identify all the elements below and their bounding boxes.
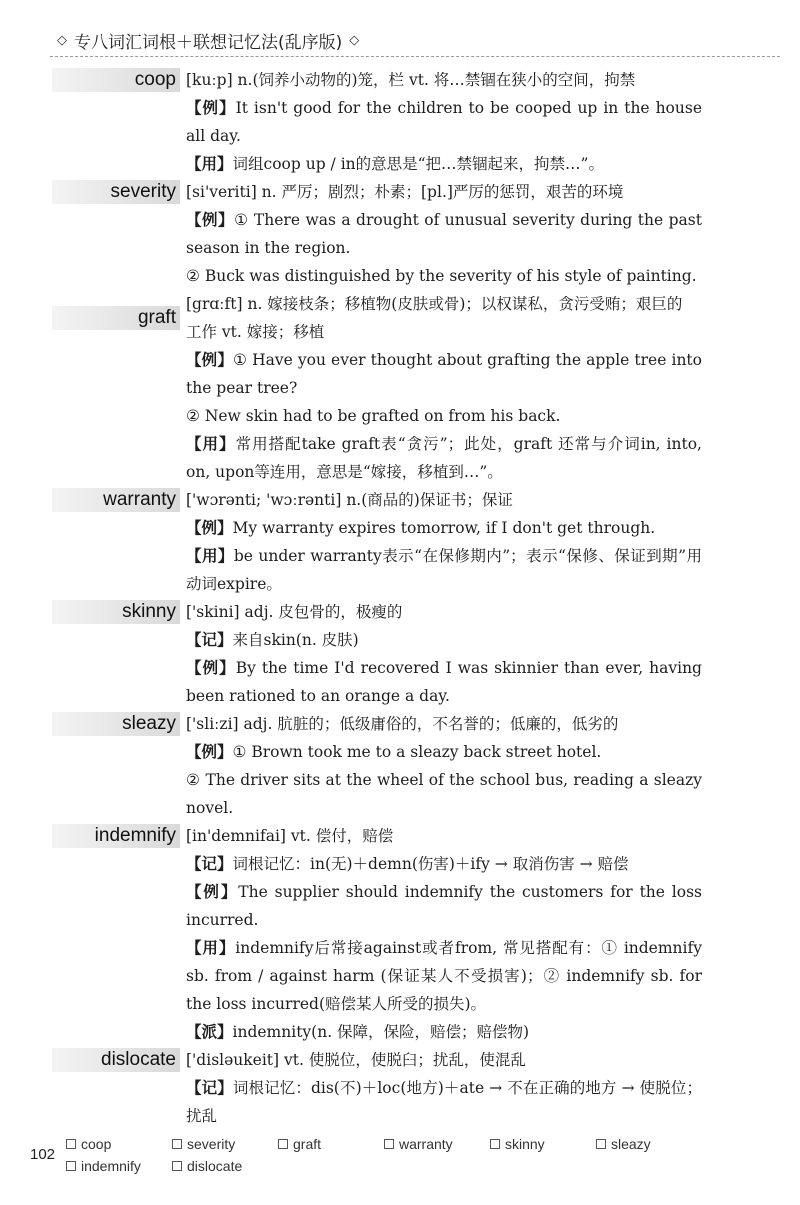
checkbox-icon [384, 1139, 394, 1149]
entry-graft [52, 290, 702, 486]
headword: warranty [52, 488, 180, 512]
entry-line: 【例】① Brown took me to a sleazy back street hotel. [186, 742, 602, 761]
checkbox-icon [490, 1139, 500, 1149]
entry-warranty [52, 486, 702, 598]
entry-line: 【记】词根记忆：dis(不)＋loc(地方)＋ate → 不在正确的地方 → 使脱位；扰乱 [186, 1078, 702, 1125]
entry-list [52, 66, 702, 1130]
entry-skinny [52, 598, 702, 710]
page-title: 专八词汇词根＋联想记忆法(乱序版) [74, 33, 343, 53]
definition: [kuːp] n.(饲养小动物的)笼，栏 vt. 将…禁锢在狭小的空间，拘禁 [186, 71, 636, 89]
entry-line: 【用】indemnify后常接against或者from, 常见搭配有：① indemnify sb. from / against harm (保证某人不受损害)；② indemnify sb. for the loss incurred(赔偿某人所受的损失)。 [186, 938, 702, 1013]
word-index [66, 1136, 766, 1174]
page-number: 102 [30, 1146, 56, 1163]
entry-line: 【例】By the time I'd recovered I was skinnier than ever, having been rationed to an orange a day. [186, 658, 702, 705]
diamond-ornament-icon: ◇ [57, 33, 67, 48]
headword: skinny [52, 600, 180, 624]
entry-line: ② Buck was distinguished by the severity of his style of painting. [186, 267, 697, 285]
headword: sleazy [52, 712, 180, 736]
checkbox-icon [596, 1139, 606, 1149]
definition: [grɑːft] n. 嫁接枝条；移植物(皮肤或骨)；以权谋私，贪污受贿；艰巨的工作 vt. 嫁接；移植 [186, 295, 683, 341]
entry-indemnify [52, 822, 702, 1046]
entry-line: 【例】The supplier should indemnify the customers for the loss incurred. [186, 882, 702, 929]
entry-line: 【例】① There was a drought of unusual severity during the past season in the region. [186, 210, 702, 257]
checkbox-icon [278, 1139, 288, 1149]
headword: graft [52, 306, 180, 330]
entry-line: 【用】常用搭配take graft表“贪污”；此处，graft 还常与介词in, into, on, upon等连用，意思是“嫁接，移植到…”。 [186, 434, 702, 481]
entry-line: ② The driver sits at the wheel of the school bus, reading a sleazy novel. [186, 771, 702, 817]
index-item-graft[interactable]: graft [278, 1136, 384, 1152]
entry-line: 【记】来自skin(n. 皮肤) [186, 630, 359, 649]
entry-severity [52, 178, 702, 290]
entry-line: 【用】词组coop up / in的意思是“把…禁锢起来，拘禁…”。 [186, 154, 604, 173]
checkbox-icon [66, 1161, 76, 1171]
checkbox-icon [172, 1161, 182, 1171]
headword: coop [52, 68, 180, 92]
index-item-indemnify[interactable]: indemnify [66, 1158, 172, 1174]
index-item-sleazy[interactable]: sleazy [596, 1136, 702, 1152]
page-header [50, 28, 780, 56]
entry-line: ② New skin had to be grafted on from his back. [186, 407, 561, 425]
index-item-severity[interactable]: severity [172, 1136, 278, 1152]
entry-line: 【例】① Have you ever thought about grafting the apple tree into the pear tree? [186, 350, 702, 397]
definition: ['sliːzi] adj. 肮脏的；低级庸俗的，不名誉的；低廉的，低劣的 [186, 715, 619, 733]
header-rule [50, 56, 780, 57]
checkbox-icon [66, 1139, 76, 1149]
definition: ['disləukeit] vt. 使脱位，使脱臼；扰乱，使混乱 [186, 1051, 526, 1069]
definition: ['skini] adj. 皮包骨的，极瘦的 [186, 603, 403, 621]
checkbox-icon [172, 1139, 182, 1149]
entry-line: 【例】My warranty expires tomorrow, if I don't get through. [186, 518, 656, 537]
index-item-skinny[interactable]: skinny [490, 1136, 596, 1152]
entry-line: 【记】词根记忆：in(无)＋demn(伤害)＋ify → 取消伤害 → 赔偿 [186, 854, 629, 873]
entry-line: 【例】It isn't good for the children to be cooped up in the house all day. [186, 98, 702, 145]
entry-dislocate [52, 1046, 702, 1130]
entry-line: 【用】be under warranty表示“在保修期内”；表示“保修、保证到期”用动词expire。 [186, 546, 702, 593]
index-item-warranty[interactable]: warranty [384, 1136, 490, 1152]
index-item-dislocate[interactable]: dislocate [172, 1158, 278, 1174]
headword: dislocate [52, 1048, 180, 1072]
definition: ['wɔrənti; 'wɔːrənti] n.(商品的)保证书；保证 [186, 491, 513, 509]
headword: severity [52, 180, 180, 204]
definition: [in'demnifai] vt. 偿付，赔偿 [186, 827, 394, 845]
entry-coop [52, 66, 702, 178]
headword: indemnify [52, 824, 180, 848]
entry-line: 【派】indemnity(n. 保障，保险，赔偿；赔偿物) [186, 1022, 530, 1041]
definition: [si'veriti] n. 严厉；剧烈；朴素；[pl.]严厉的惩罚，艰苦的环境 [186, 183, 624, 201]
diamond-ornament-icon: ◇ [349, 33, 360, 48]
entry-sleazy [52, 710, 702, 822]
index-item-coop[interactable]: coop [66, 1136, 172, 1152]
